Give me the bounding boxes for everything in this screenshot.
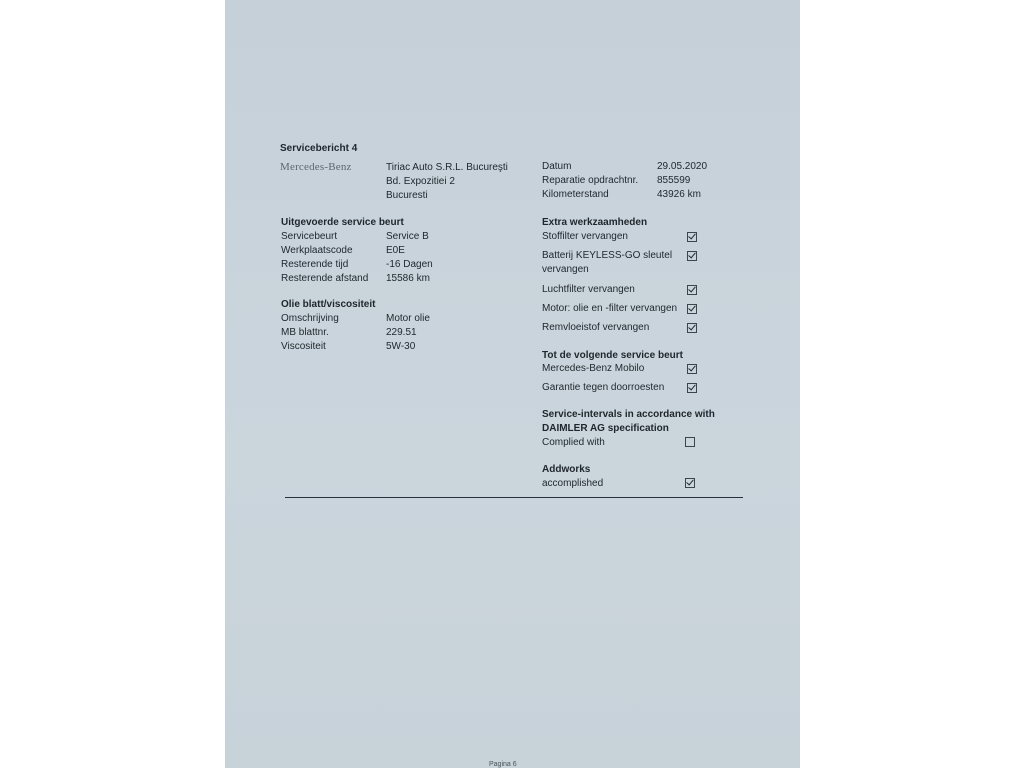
next-heading: Tot de volgende service beurt xyxy=(542,350,683,361)
service-value: Service B xyxy=(386,231,429,242)
divider-line xyxy=(285,497,743,498)
checkbox[interactable] xyxy=(687,364,697,374)
service-heading: Uitgevoerde service beurt xyxy=(281,217,404,228)
addworks-item-label: accomplished xyxy=(542,478,604,489)
oil-label: Omschrijving xyxy=(281,313,339,324)
service-value: 15586 km xyxy=(386,273,430,284)
oil-value: Motor olie xyxy=(386,313,430,324)
intervals-item-label: Complied with xyxy=(542,437,605,448)
document-title: Servicebericht 4 xyxy=(280,143,358,154)
intervals-heading: Service-intervals in accordance with xyxy=(542,409,715,420)
checkbox[interactable] xyxy=(687,232,697,242)
next-item-label: Garantie tegen doorroesten xyxy=(542,382,665,393)
meta-value-mileage: 43926 km xyxy=(657,189,701,200)
checkbox[interactable] xyxy=(687,323,697,333)
oil-heading: Olie blatt/viscositeit xyxy=(281,299,376,310)
extra-item-label: Batterij KEYLESS-GO sleutel xyxy=(542,250,673,261)
checkbox[interactable] xyxy=(687,285,697,295)
service-label: Resterende afstand xyxy=(281,273,369,284)
dealer-street: Bd. Expozitiei 2 xyxy=(386,176,455,187)
extra-item-label: Stoffilter vervangen xyxy=(542,231,628,242)
next-item-label: Mercedes-Benz Mobilo xyxy=(542,363,645,374)
dealer-city: Bucuresti xyxy=(386,190,428,201)
service-label: Servicebeurt xyxy=(281,231,338,242)
background-left xyxy=(0,0,225,768)
extra-item-label: Luchtfilter vervangen xyxy=(542,284,635,295)
checkbox[interactable] xyxy=(685,478,695,488)
extra-item-label: Remvloeistof vervangen xyxy=(542,322,650,333)
meta-label-date: Datum xyxy=(542,161,572,172)
service-label: Resterende tijd xyxy=(281,259,349,270)
meta-label-order: Reparatie opdrachtnr. xyxy=(542,175,639,186)
service-value: E0E xyxy=(386,245,405,256)
checkbox[interactable] xyxy=(687,251,697,261)
oil-label: Viscositeit xyxy=(281,341,326,352)
page-number: Pagina 6 xyxy=(489,761,517,768)
service-report-page xyxy=(225,0,800,768)
intervals-heading-line2: DAIMLER AG specification xyxy=(542,423,669,434)
oil-label: MB blattnr. xyxy=(281,327,329,338)
extra-heading: Extra werkzaamheden xyxy=(542,217,648,228)
extra-item-label: Motor: olie en -filter vervangen xyxy=(542,303,678,314)
checkbox[interactable] xyxy=(687,383,697,393)
meta-value-date: 29.05.2020 xyxy=(657,161,708,172)
oil-value: 229.51 xyxy=(386,327,417,338)
extra-item-label-line2: vervangen xyxy=(542,264,589,275)
oil-value: 5W-30 xyxy=(386,341,416,352)
meta-label-mileage: Kilometerstand xyxy=(542,189,609,200)
meta-value-order: 855599 xyxy=(657,175,691,186)
checkbox[interactable] xyxy=(685,437,695,447)
mercedes-benz-logo: Mercedes-Benz xyxy=(280,161,352,173)
checkbox[interactable] xyxy=(687,304,697,314)
addworks-heading: Addworks xyxy=(542,464,591,475)
service-label: Werkplaatscode xyxy=(281,245,353,256)
service-value: -16 Dagen xyxy=(386,259,433,270)
background-right xyxy=(800,0,1024,768)
dealer-name: Tiriac Auto S.R.L. Bucureşti xyxy=(386,162,508,173)
